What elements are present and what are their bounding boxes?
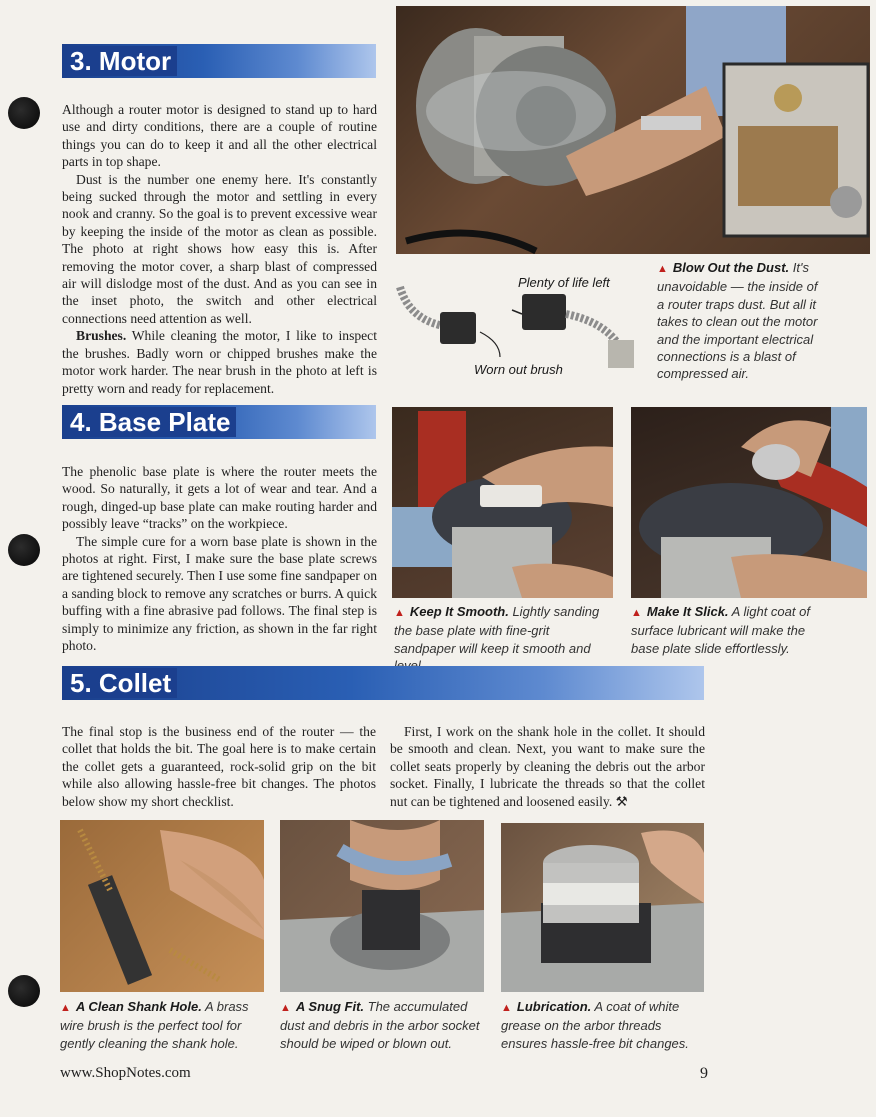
- caption-marker-icon: ▲: [394, 607, 405, 619]
- base-paragraph-1: The phenolic base plate is where the router meets the wood. So naturally, it gets a lot of wear and tear. And a rough, dinged-up base plate can make routing harder and possibly leave “tracks” on the workpiece.: [62, 464, 377, 532]
- collet-paragraph-right: First, I work on the shank hole in the collet. It should be smooth and clean. Next, you want to make sure the collet seats properly by cleaning the debris out the arbor socket. Finally, I lubricate the threads so that the collet nut can be tightened and loosened easily. ⚒: [390, 724, 705, 809]
- base-plate-body-text: [62, 463, 377, 654]
- shank-hole-caption: ▲ A Clean Shank Hole. A brass wire brush is the perfect tool for gently cleaning the shank hole.: [60, 999, 249, 1051]
- caption-marker-icon: ▲: [280, 1002, 291, 1014]
- callout-worn-out-brush: Worn out brush: [474, 362, 563, 377]
- motor-photo-illustration: [396, 6, 870, 254]
- end-mark-icon: ⚒: [615, 793, 628, 809]
- sanding-photo-caption: ▲ Keep It Smooth. Lightly sanding the base plate with fine-grit sandpaper will keep it smooth and: [394, 604, 600, 656]
- motor-paragraph-3: Brushes. While cleaning the motor, I like to inspect the brushes. Badly worn or chipped brushes make the motor work harder. The near brush in the photo at left is pretty worn and ready for replacement.: [62, 328, 377, 396]
- caption-marker-icon: ▲: [657, 263, 668, 275]
- motor-photo: [396, 6, 870, 254]
- binder-hole: [8, 97, 40, 129]
- sanding-illustration: [392, 407, 613, 598]
- arbor-threads-illustration: [501, 823, 704, 992]
- shank-hole-illustration: [60, 820, 264, 992]
- sanding-photo: [392, 407, 613, 598]
- motor-paragraph-1: Although a router motor is designed to stand up to hard use and dirty conditions, there are a couple of routine things you can do to keep it and all the other electrical parts in top shape.: [62, 102, 377, 170]
- callout-plenty-of-life: Plenty of life left: [518, 275, 610, 290]
- motor-body-text: [62, 101, 377, 397]
- section-heading-base-plate: 4. Base Plate: [62, 405, 376, 439]
- arbor-socket-illustration: [280, 820, 484, 992]
- base-paragraph-2: The simple cure for a worn base plate is shown in the photos at right. First, I make sure the base plate screws are tightened securely. Then I use some fine sandpaper on a sanding block to remove any scratches or burrs. A quick buffing with a fine abrasive pad follows. The final step is simply to minimize any friction, as shown in the far right photo.: [62, 533, 377, 654]
- arbor-threads-caption: ▲ Lubrication. A coat of white grease on the arbor threads ensures hassle-free bit changes.: [501, 999, 689, 1051]
- caption-marker-icon: ▲: [60, 1002, 71, 1014]
- collet-body-right: [390, 723, 705, 810]
- arbor-socket-photo: [280, 820, 484, 992]
- section-heading-motor: 3. Motor: [62, 44, 376, 78]
- motor-photo-caption: ▲ Blow Out the Dust. It's unavoidable — the inside of a router traps dust. But all it takes to clean out the motor and the important electrical connections is a blast of compressed air.: [657, 260, 818, 382]
- motor-paragraph-2: Dust is the number one enemy here. It's constantly being sucked through the motor and settling in every nook and cranny. So the goal is to prevent excessive wear by keeping the inside of the motor as clean as possible. The photo at right shows how easy this is. After removing the motor cover, a sharp blast of compressed air will dislodge most of the dust. And as you can see in the inset photo, the switch and other electrical connections need attention as well.: [62, 171, 377, 326]
- lubricant-photo: [631, 407, 867, 598]
- caption-marker-icon: ▲: [501, 1002, 512, 1014]
- caption-marker-icon: ▲: [631, 607, 642, 619]
- binder-hole: [8, 534, 40, 566]
- arbor-threads-photo: [501, 823, 704, 992]
- lubricant-illustration: [631, 407, 867, 598]
- arbor-socket-caption: ▲ A Snug Fit. The accumulated dust and debris in the arbor socket should be wiped or blown out.: [280, 999, 480, 1051]
- binder-hole: [8, 975, 40, 1007]
- collet-paragraph-left: The final stop is the business end of the router — the collet that holds the bit. The goal here is to make certain the collet gets a guaranteed, rock-solid grip on the bit while also allowing hassle-free bit changes. The photos below show my short checklist.: [62, 724, 376, 809]
- lubricant-photo-caption: ▲ Make It Slick. A light coat of surface lubricant will make the base plate slide effortlessly.: [631, 604, 810, 656]
- page-number: 9: [700, 1065, 708, 1082]
- section-heading-collet: 5. Collet: [62, 666, 704, 700]
- footer-url: www.ShopNotes.com: [60, 1065, 191, 1081]
- shank-hole-photo: [60, 820, 264, 992]
- collet-body-left: [62, 723, 376, 810]
